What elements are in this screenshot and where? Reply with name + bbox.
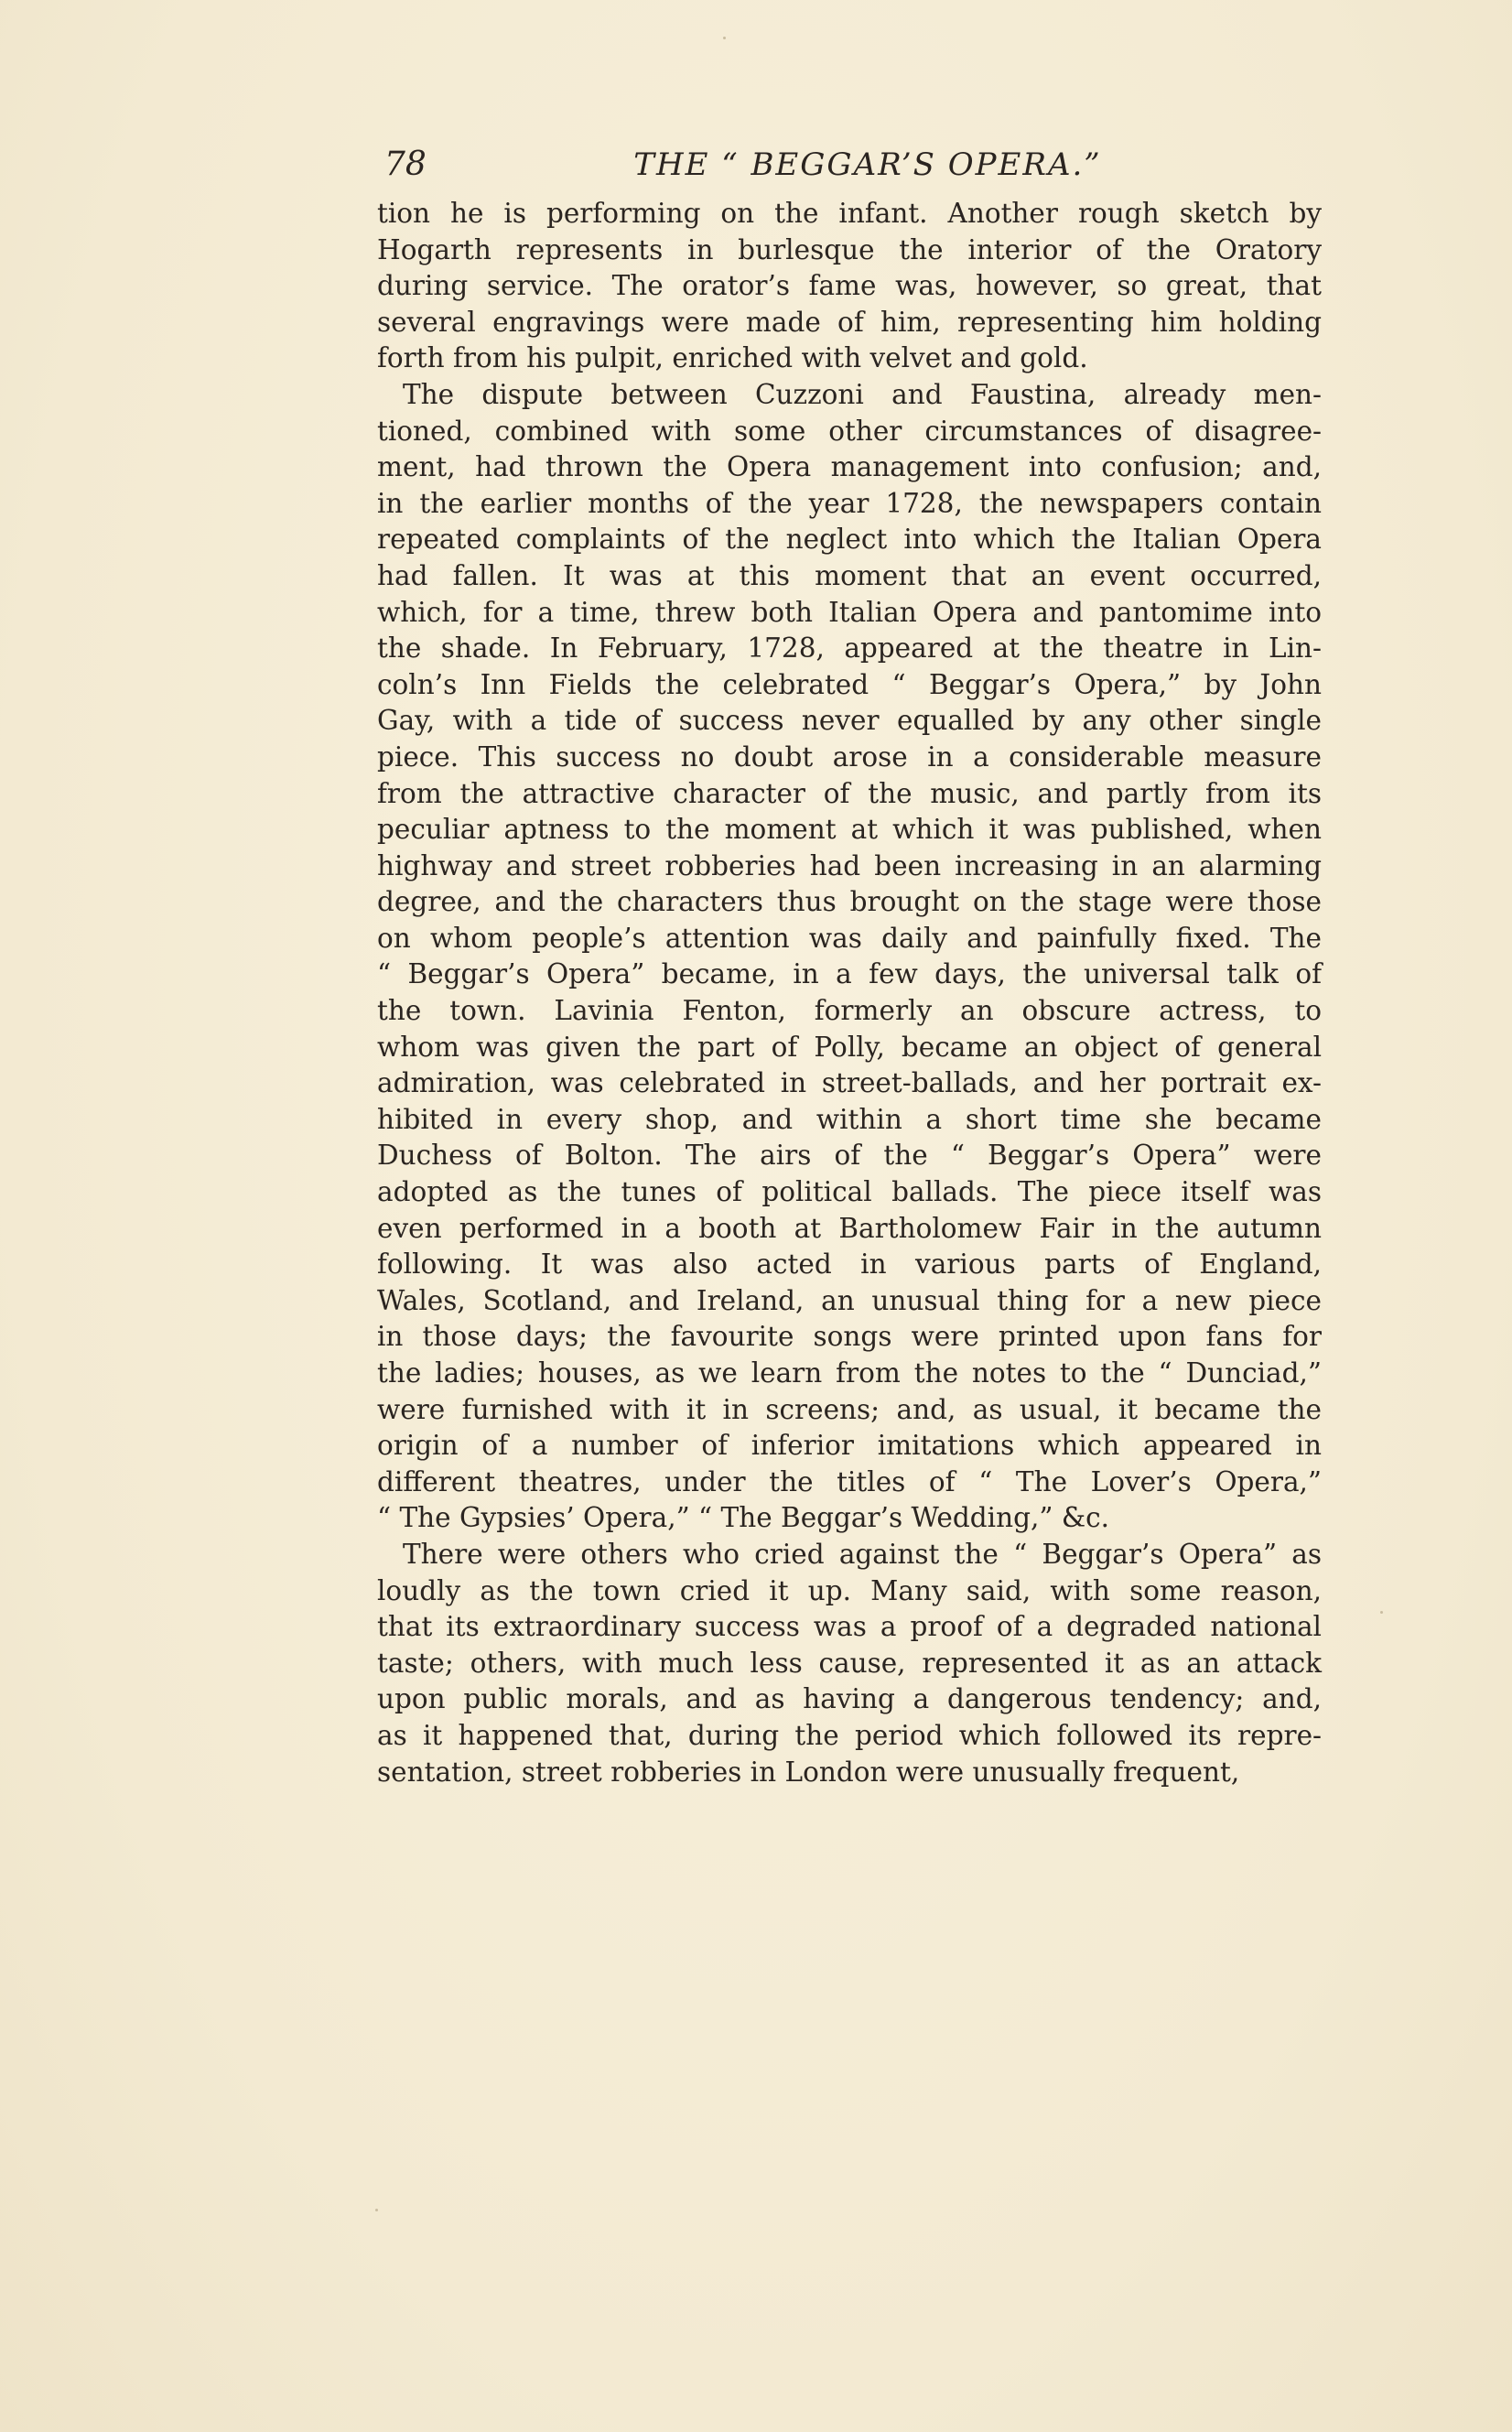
text-line: admiration, was celebrated in street-ballads, and her portrait ex- (377, 1067, 1322, 1099)
text-line: coln’s Inn Fields the celebrated “ Beggar’s Opera,” by John (377, 668, 1322, 700)
paragraph (377, 196, 1322, 377)
text-line: There were others who cried against the “ Beggar’s Opera” as (403, 1538, 1322, 1570)
text-line: repeated complaints of the neglect into which the Italian Opera (377, 524, 1322, 556)
text-line: even performed in a booth at Bartholomew Fair in the autumn (377, 1212, 1322, 1244)
text-line: several engravings were made of him, representing him holding (377, 306, 1322, 338)
text-line: were furnished with it in screens; and, as usual, it became the (377, 1393, 1322, 1425)
text-line: Hogarth represents in burlesque the interior of the Oratory (377, 233, 1322, 265)
text-line: adopted as the tunes of political ballads. The piece itself was (377, 1176, 1322, 1208)
text-line: that its extraordinary success was a proof of a degraded national (377, 1611, 1322, 1643)
text-line: hibited in every shop, and within a short time she became (377, 1103, 1322, 1135)
text-line: as it happened that, during the period which followed its repre- (377, 1719, 1322, 1751)
text-line: following. It was also acted in various parts of England, (377, 1248, 1322, 1281)
text-line: taste; others, with much less cause, represented it as an attack (377, 1647, 1322, 1679)
text-line: the ladies; houses, as we learn from the notes to the “ Dunciad,” (377, 1357, 1322, 1389)
text-line: “ Beggar’s Opera” became, in a few days, the universal talk of (377, 958, 1322, 990)
text-line: tion he is performing on the infant. Another rough sketch by (377, 198, 1322, 229)
text-line: whom was given the part of Polly, became an object of general (377, 1031, 1322, 1063)
paper-speck (1380, 1611, 1383, 1614)
text-line: highway and street robberies had been increasing in an alarming (377, 849, 1322, 881)
text-line: had fallen. It was at this moment that an event occurred, (377, 559, 1322, 591)
text-line: in the earlier months of the year 1728, the newspapers contain (377, 487, 1322, 519)
text-line: tioned, combined with some other circumstances of disagree- (377, 415, 1322, 447)
text-line: forth from his pulpit, enriched with velvet and gold. (377, 342, 1088, 374)
paper-speck (375, 2209, 378, 2211)
text-line: which, for a time, threw both Italian Opera and pantomime into (377, 596, 1322, 628)
page-header (377, 137, 1322, 192)
text-line: Gay, with a tide of success never equalled by any other single (377, 705, 1322, 737)
text-line: different theatres, under the titles of “ The Lover’s Opera,” (377, 1465, 1322, 1497)
text-line: “ The Gypsies’ Opera,” “ The Beggar’s Wedding,” &c. (377, 1502, 1109, 1534)
paragraph (377, 377, 1322, 1537)
running-title: THE “ BEGGAR’S OPERA.” (633, 146, 1102, 183)
paper-speck (723, 37, 726, 39)
text-line: piece. This success no doubt arose in a considerable measure (377, 740, 1322, 773)
text-line: sentation, street robberies in London were unusually frequent, (377, 1756, 1240, 1788)
text-line: origin of a number of inferior imitations which appeared in (377, 1430, 1322, 1462)
body-text (377, 196, 1322, 1790)
text-line: peculiar aptness to the moment at which it was published, when (377, 814, 1322, 846)
text-line: during service. The orator’s fame was, however, so great, that (377, 270, 1322, 302)
text-line: Wales, Scotland, and Ireland, an unusual thing for a new piece (377, 1284, 1322, 1316)
text-line: upon public morals, and as having a dangerous tendency; and, (377, 1683, 1322, 1715)
text-line: from the attractive character of the music, and partly from its (377, 777, 1322, 809)
paragraph (377, 1537, 1322, 1790)
page-number: 78 (384, 146, 427, 183)
text-line: The dispute between Cuzzoni and Faustina, already men- (403, 378, 1322, 410)
text-line: in those days; the favourite songs were printed upon fans for (377, 1321, 1322, 1353)
page-text-block (377, 137, 1322, 1790)
text-line: loudly as the town cried it up. Many said, with some reason, (377, 1574, 1322, 1606)
text-line: ment, had thrown the Opera management into confusion; and, (377, 451, 1322, 483)
text-line: degree, and the characters thus brought on the stage were those (377, 886, 1322, 918)
text-line: on whom people’s attention was daily and painfully fixed. The (377, 922, 1322, 954)
text-line: Duchess of Bolton. The airs of the “ Beggar’s Opera” were (377, 1140, 1322, 1172)
text-line: the town. Lavinia Fenton, formerly an obscure actress, to (377, 995, 1322, 1027)
text-line: the shade. In February, 1728, appeared at the theatre in Lin- (377, 632, 1322, 665)
